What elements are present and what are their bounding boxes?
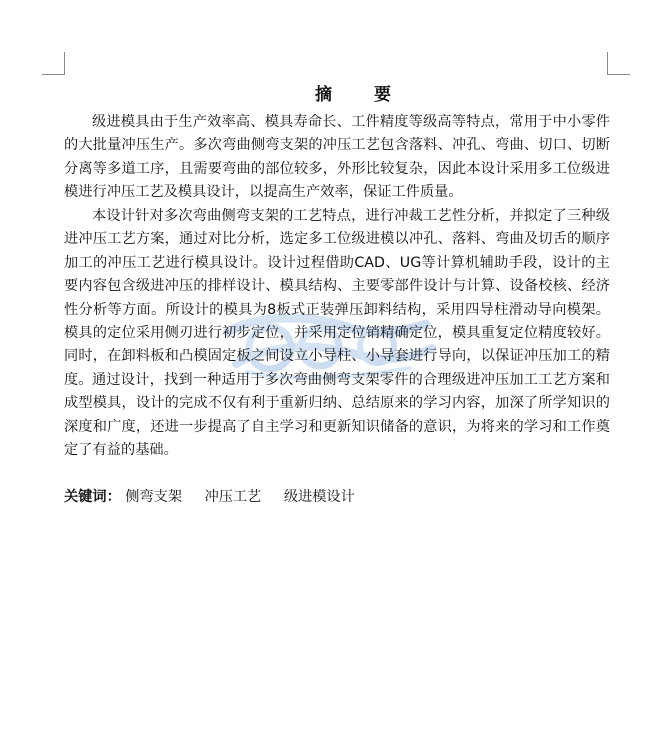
keywords-line [64,486,610,509]
keyword-2: 冲压工艺 [204,489,262,505]
keyword-3: 级进模设计 [283,489,355,505]
crop-mark-top-right [607,52,630,75]
keyword-1: 侧弯支架 [125,489,183,505]
abstract-paragraph-3: 通过设计，找到一种适用于多次弯曲侧弯支架零件的合理级进冲压加工工艺方案和成型模具，设计的完成不仅有利于重新归纳、总结原来的学习内容，加深了所学知识的深度和广度，还进一步提高了自主学习和更新知识储备的意识，为将来的学习和工作奠定了有益的基础。 [64,372,610,459]
crop-mark-top-left [42,52,65,75]
abstract-paragraph-2: 本设计针对多次弯曲侧弯支架的工艺特点，进行冲裁工艺性分析，并拟定了三种级进冲压工艺方案，通过对比分析，选定多工位级进模以冲孔、落料、弯曲及切舌的顺序加工的冲压工艺进行模具设计。设计过程借助CAD、UG等计算机辅助手段，设计的主要内容包含级进冲压的排样设计、模具结构、主要零部件设计与计算、设备校核、经济性分析等方面。所设计的模具为8板式正装弹压卸料结构，采用四导柱滑动导向模架。模具的定位采用侧刃进行初步定位，并采用定位销精确定位，模具重复定位精度较好。同时，在卸料板和凸模固定板之间设立小导柱、小导套进行导向，以保证冲压加工的精度。 [64,208,610,388]
keywords-label: 关键词： [64,489,121,505]
abstract-title: 摘 要 [315,85,409,105]
abstract-paragraph-1: 级进模具由于生产效率高、模具寿命长、工件精度等级高等特点，常用于中小零件的大批量冲压生产。多次弯曲侧弯支架的冲压工艺包含落料、冲孔、弯曲、切口、切断分离等多道工序，且需要弯曲的部位较多，外形比较复杂，因此本设计采用多工位级进模进行冲压工艺及模具设计，以提高生产效率，保证工件质量。 [64,114,610,201]
